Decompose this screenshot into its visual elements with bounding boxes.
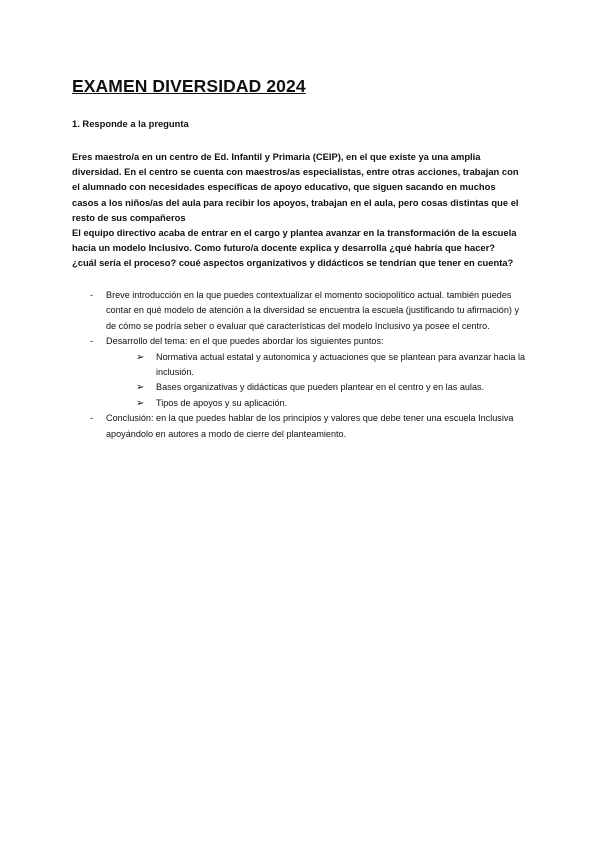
subitem-text: Normativa actual estatal y autonomica y actuaciones que se plantean para avanzar hacia la inclusión. <box>156 351 526 378</box>
list-item-text: Desarrollo del tema: en el que puedes abordar los siguientes puntos: <box>106 336 384 347</box>
prompt-paragraph-1: Eres maestro/a en un centro de Ed. Infantil y Primaria (CEIP), en el que existe ya una amplia diversidad. En el centro se cuenta con maestros/as especialistas, entre otras acciones, trabajan con el alumnado con necesidades específicas de apoyo educativo, que siguen sacando en muchos casos a los niños/as del aula para recibir los apoyos, trabajan en el aula, pero cosas distintas que el resto de sus compañeros <box>72 151 519 223</box>
dash-bullet: - <box>90 290 94 300</box>
arrow-bullet-icon: ➢ <box>136 351 145 363</box>
list-item-text: Conclusión: en la que puedes hablar de los principios y valores que debe tener una escuela Inclusiva apoyándolo en autores a modo de cierre del planteamiento. <box>106 413 514 439</box>
dash-bullet: - <box>90 413 94 424</box>
dash-bullet: - <box>90 336 94 347</box>
subitem-text: Bases organizativas y didácticas que pueden plantear en el centro y en las aulas. <box>156 382 485 393</box>
subitem-text: Tipos de apoyos y su aplicación. <box>156 397 288 408</box>
question-heading: 1. Responde a la pregunta <box>72 118 189 129</box>
subitem-normativa <box>136 350 530 381</box>
list-item-introduction <box>90 288 530 334</box>
question-prompt <box>72 149 522 271</box>
subitem-apoyos <box>136 396 530 411</box>
list-item-development <box>90 334 530 411</box>
list-item-text: Breve introducción en la que puedes contextualizar el momento sociopolítico actual. también puedes contar en qué modelo de atención a la diversidad se encuentra la escuela (justificando tu afirmación) y de cómo se podría seber o evaluar qué características del modelo Inclusivo ya posee el centro. <box>106 290 519 331</box>
prompt-paragraph-2: El equipo directivo acaba de entrar en el cargo y plantea avanzar en la transformación de la escuela hacia un modelo Inclusivo. Como futuro/a docente explica y desarrolla ¿qué habría que hacer? ¿cuál sería el proceso? coué aspectos organizativos y didácticos se tendrían que tener en cuenta? <box>72 227 517 269</box>
document-title: EXAMEN DIVERSIDAD 2024 <box>72 76 306 96</box>
arrow-bullet-icon: ➢ <box>136 382 145 394</box>
guidelines-list <box>90 288 530 442</box>
development-subitems <box>136 350 530 412</box>
list-item-conclusion <box>90 411 530 442</box>
subitem-bases <box>136 380 530 395</box>
arrow-bullet-icon: ➢ <box>136 397 145 409</box>
